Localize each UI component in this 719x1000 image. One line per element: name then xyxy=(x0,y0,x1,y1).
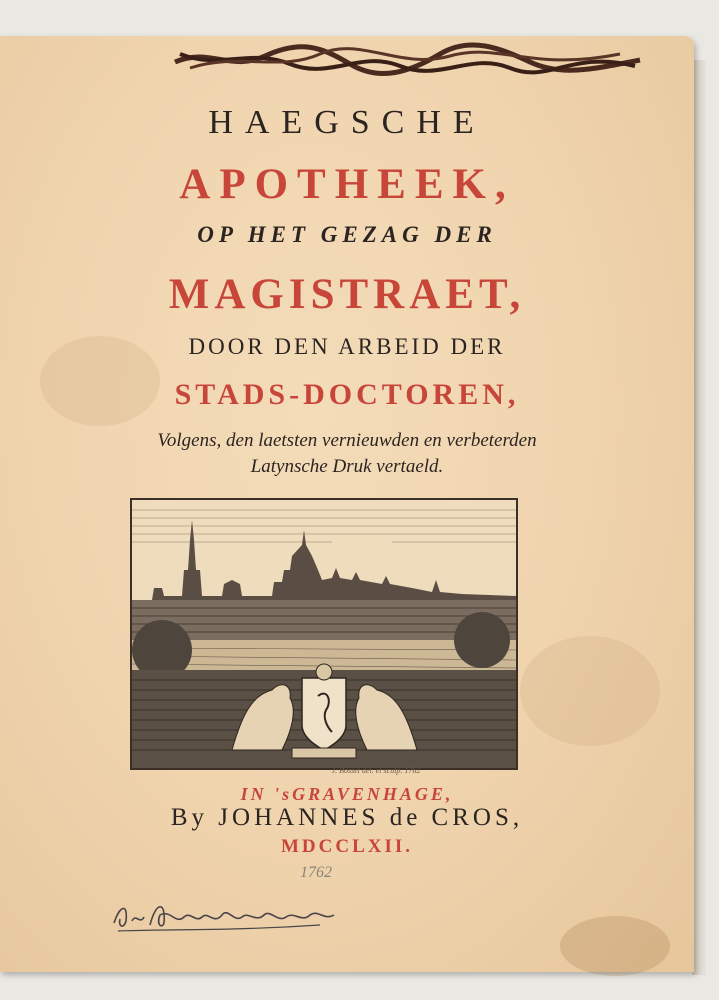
title-line-op-het-gezag: OP HET GEZAG DER xyxy=(197,222,497,247)
handwritten-signature xyxy=(110,895,340,937)
book-edge-shadow xyxy=(692,60,706,975)
subtitle-line-2: Latynsche Druk vertaeld. xyxy=(250,456,444,477)
title-line-apotheek: APOTHEEK, xyxy=(179,161,515,208)
title-line-door-den-arbeid: DOOR DEN ARBEID DER xyxy=(188,334,506,359)
engraving-city-view xyxy=(130,498,518,770)
imprint-year: MDCCLXII. xyxy=(280,836,414,857)
imprint-place: IN 'sGRAVENHAGE, xyxy=(240,784,454,804)
pencil-year-note: 1762 xyxy=(300,864,332,881)
title-line-haegsche: HAEGSCHE xyxy=(208,104,486,141)
title-line-magistraet: MAGISTRAET, xyxy=(168,271,526,318)
subtitle-line-1: Volgens, den laetsten vernieuwden en verbeterden xyxy=(157,430,537,451)
engraving-credit: J. Bosset del. et sculp. 1762 xyxy=(331,766,421,775)
imprint-publisher: By JOHANNES de CROS, xyxy=(170,804,524,831)
title-line-stads-doctoren: STADS-DOCTOREN, xyxy=(174,378,520,411)
ink-scribble xyxy=(170,42,645,78)
